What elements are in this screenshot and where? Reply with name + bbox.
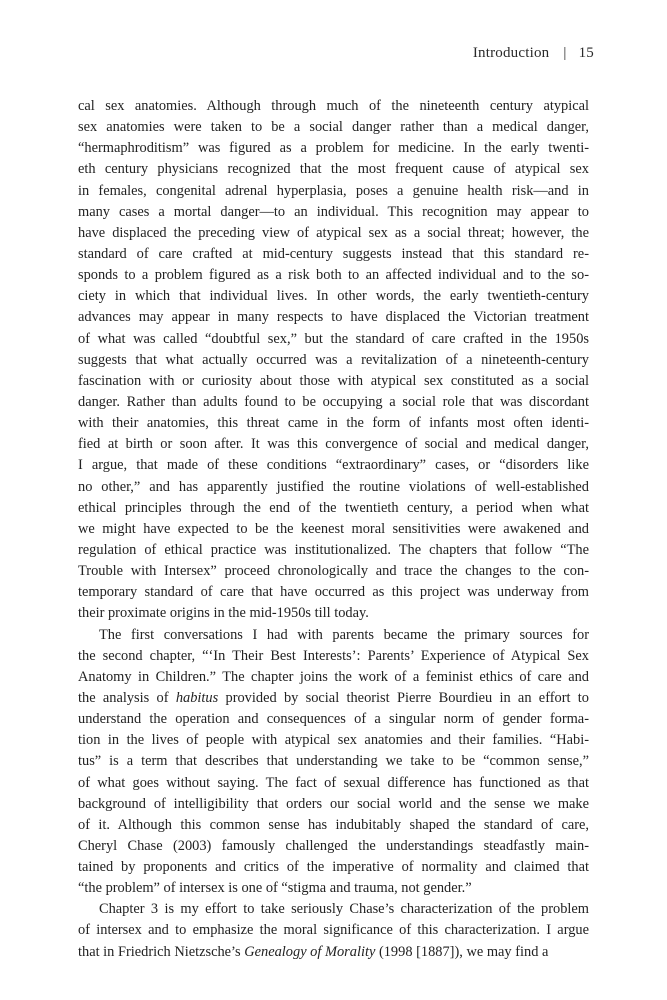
text-line: advances may appear in many respects to have displaced the Victorian treatment bbox=[78, 309, 589, 326]
text-line: “the problem” of intersex is one of “stigma and trauma, not gender.” bbox=[78, 880, 472, 897]
text-line: standard of care crafted at mid-century suggests instead that this standard re- bbox=[78, 245, 589, 262]
text-line: regulation of ethical practice was institutionalized. The chapters that follow “The bbox=[78, 541, 589, 558]
text-line: have displaced the preceding view of atypical sex as a social threat; however, the bbox=[78, 224, 589, 241]
body-text bbox=[78, 96, 589, 963]
text-line: understand the operation and consequences of a singular norm of gender forma- bbox=[78, 711, 589, 728]
italic-term: habitus bbox=[175, 689, 219, 706]
text-line: fascination with or curiosity about those with atypical sex constituted as a social bbox=[78, 372, 589, 389]
text-line: ciety in which that individual lives. In other words, the early twentieth-century bbox=[78, 288, 589, 305]
text-segment: the analysis of bbox=[78, 689, 176, 706]
text-line: Cheryl Chase (2003) famously challenged the understandings steadfastly main- bbox=[78, 837, 589, 854]
paragraph bbox=[78, 96, 589, 625]
text-line: in females, congenital adrenal hyperplasia, poses a genuine health risk—and in bbox=[78, 182, 589, 199]
text-line: of intersex and to emphasize the moral significance of this characterization. I argue bbox=[78, 922, 589, 939]
text-line: the second chapter, “‘In Their Best Interests’: Parents’ Experience of Atypical Sex bbox=[78, 647, 589, 664]
text-line: fied at birth or soon after. It was this convergence of social and medical danger, bbox=[78, 436, 589, 453]
paragraph bbox=[78, 899, 589, 962]
text-line: we might have expected to be the keenest moral sensitivities were awakened and bbox=[78, 520, 589, 537]
text-line: danger. Rather than adults found to be occupying a social role that was discordant bbox=[78, 393, 589, 410]
text-line: tained by proponents and critics of the imperative of normality and claimed that bbox=[78, 859, 589, 876]
text-line bbox=[78, 688, 589, 709]
text-line: sponds to a problem figured as a risk both to an affected individual and to the so- bbox=[78, 267, 589, 284]
page-number: 15 bbox=[578, 45, 594, 61]
text-line: of what goes without saying. The fact of sexual difference has functioned as that bbox=[78, 774, 589, 791]
text-line bbox=[78, 942, 589, 963]
section-title: Introduction bbox=[472, 45, 550, 61]
text-line: no other,” and has apparently justified the routine violations of well-established bbox=[78, 478, 589, 495]
text-line: their proximate origins in the mid-1950s till today. bbox=[78, 605, 369, 622]
header-separator: | bbox=[563, 45, 567, 61]
text-line: ethical principles through the end of the twentieth century, a period when what bbox=[78, 499, 589, 516]
text-line: temporary standard of care that have occurred as this project was underway from bbox=[78, 584, 589, 601]
text-line: Trouble with Intersex” proceed chronologically and trace the changes to the con- bbox=[78, 563, 589, 580]
text-line: of it. Although this common sense has indubitably shaped the standard of care, bbox=[78, 816, 589, 833]
text-line: sex anatomies were taken to be a social danger rather than a medical danger, bbox=[78, 119, 589, 136]
text-line: I argue, that made of these conditions “extraordinary” cases, or “disorders like bbox=[78, 457, 589, 474]
text-segment: provided by social theorist Pierre Bourdieu in an effort to bbox=[218, 689, 589, 706]
text-line: Anatomy in Children.” The chapter joins the work of a feminist ethics of care and bbox=[78, 668, 589, 685]
text-segment: (1998 [1887]), we may find a bbox=[375, 943, 549, 960]
text-line: cal sex anatomies. Although through much of the nineteenth century atypical bbox=[78, 98, 589, 114]
text-line: suggests that what actually occurred was a revitalization of a nineteenth-century bbox=[78, 351, 589, 368]
text-line: The first conversations I had with parents became the primary sources for bbox=[99, 626, 589, 643]
text-line: background of intelligibility that orders our social world and the sense we make bbox=[78, 795, 589, 812]
text-line: Chapter 3 is my effort to take seriously Chase’s characterization of the problem bbox=[99, 901, 589, 918]
text-line: of what was called “doubtful sex,” but the standard of care crafted in the 1950s bbox=[78, 330, 589, 347]
running-head bbox=[473, 45, 594, 62]
text-line: tus” is a term that describes that understanding we take to be “common sense,” bbox=[78, 753, 589, 770]
text-line: “hermaphroditism” was figured as a problem for medicine. In the early twenti- bbox=[78, 140, 589, 157]
text-segment: that in Friedrich Nietzsche’s bbox=[78, 943, 245, 960]
text-line: many cases a mortal danger—to an individual. This recognition may appear to bbox=[78, 203, 589, 220]
text-line: eth century physicians recognized that the most frequent cause of atypical sex bbox=[78, 161, 589, 178]
text-line: with their anatomies, this threat came in the form of infants most often identi- bbox=[78, 415, 589, 432]
text-line: tion in the lives of people with atypical sex anatomies and their families. “Habi- bbox=[78, 732, 589, 749]
italic-term: Genealogy of Morality bbox=[244, 943, 376, 960]
paragraph bbox=[78, 625, 589, 900]
